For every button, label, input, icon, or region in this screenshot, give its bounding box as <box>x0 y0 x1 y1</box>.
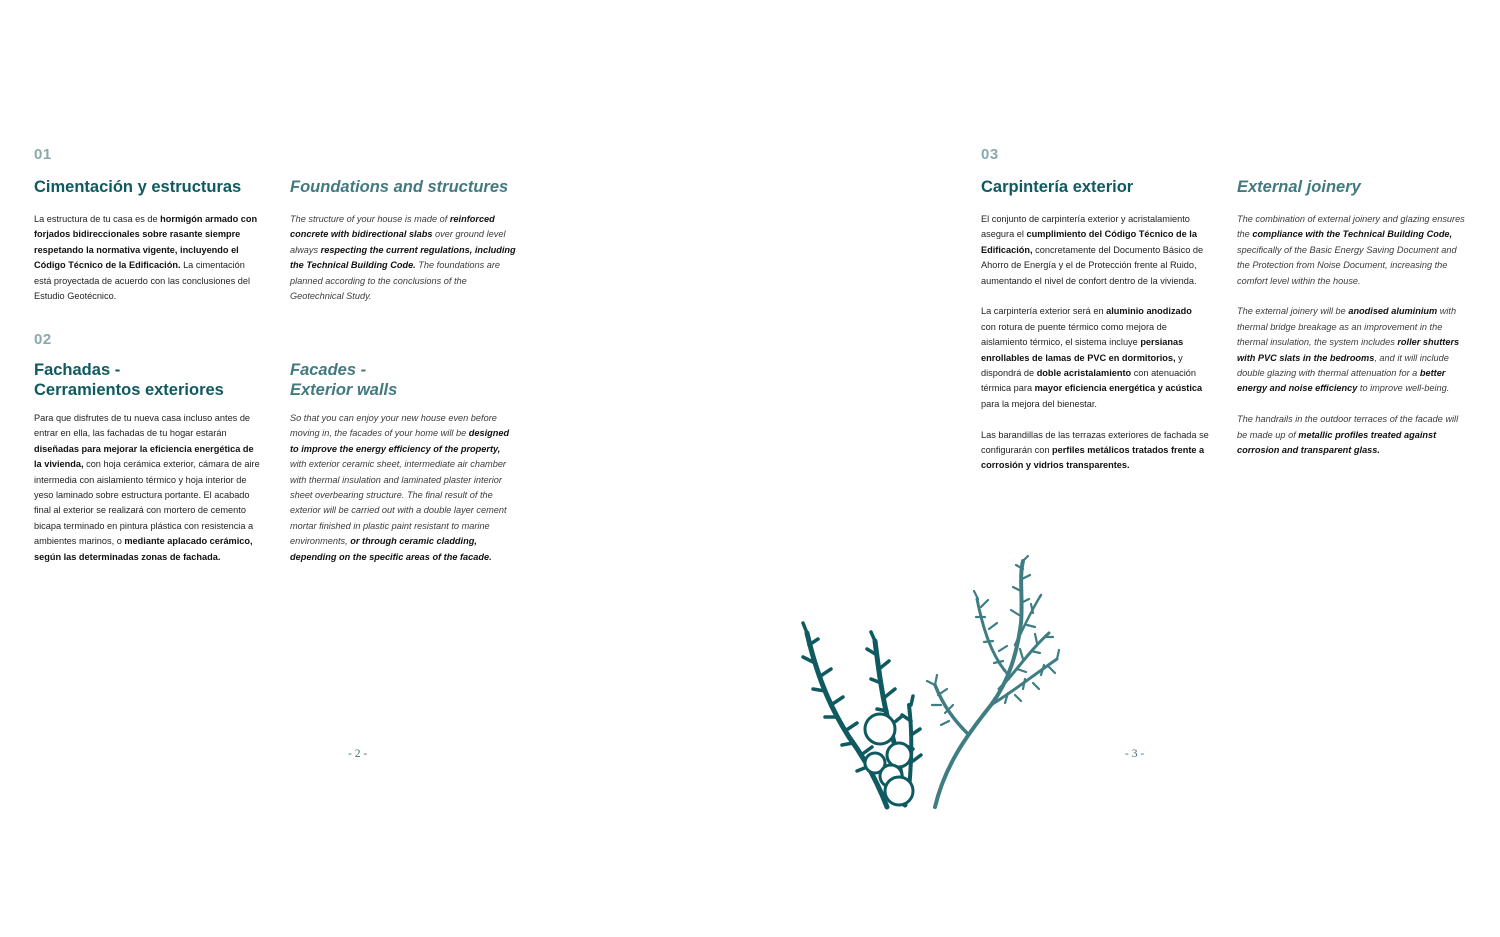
dark-branch <box>803 623 921 807</box>
text-run: The handrails in the outdoor terraces of the facade will be made up of <box>1237 414 1459 440</box>
emphasis-text: mediante aplacado cerámico, según las determinadas zonas de fachada. <box>34 536 253 562</box>
text-run: The combination of external joinery and glazing ensures the <box>1237 214 1465 240</box>
light-branch <box>927 556 1059 807</box>
emphasis-text: perfiles metálicos tratados frente a corrosión y vidrios transparentes. <box>981 445 1205 471</box>
section-title-en <box>290 360 530 400</box>
emphasis-text: aluminio anodizado <box>1106 306 1192 317</box>
title-line: Fachadas - <box>34 361 121 379</box>
text-run: La carpintería exterior será en <box>981 306 1107 317</box>
body-paragraph-en <box>1237 304 1465 396</box>
section-number-03: 03 <box>981 146 999 163</box>
emphasis-text: respecting the current regulations, including the Technical Building Code. <box>290 244 516 271</box>
text-run: La cimentación está proyectada de acuerdo con las conclusiones del Estudio Geotécnico. <box>34 260 251 302</box>
section-title-en: External joinery <box>1237 178 1361 196</box>
text-run: with exterior ceramic sheet, intermediate air chamber with thermal insulation and laminated plaster interior sheet overbearing structure. The final result of the exterior will be carried out with a double layer cement mortar finished in plastic paint resistant to marine environments, <box>290 459 507 547</box>
section-title-es: Cimentación y estructuras <box>34 178 242 196</box>
text-run: con hoja cerámica exterior, cámara de aire intermedia con aislamiento térmico y hoja interior de yeso laminado sobre estructura portante. El acabado final al exterior se realizará con mortero de cemento bicapa terminado en pintura plástica con resistencia a ambientes marinos, o <box>34 459 260 547</box>
text-run: El conjunto de carpintería exterior y acristalamiento asegura el <box>981 214 1190 240</box>
text-run: con atenuación térmica para <box>981 368 1197 394</box>
body-paragraph-es <box>981 212 1209 289</box>
emphasis-text: persianas enrollables de lamas de PVC en dormitorios, <box>981 337 1184 363</box>
emphasis-text: reinforced concrete with bidirectional slabs <box>290 214 495 240</box>
body-paragraph-es <box>981 304 1209 412</box>
text-run: with thermal bridge breakage as an improvement in the thermal insulation, the system includes <box>1237 306 1457 348</box>
body-text-en <box>290 212 518 304</box>
text-run: Las barandillas de las terrazas exteriores de fachada se configurarán con <box>981 429 1209 456</box>
emphasis-text: or through ceramic cladding, depending on the specific areas of the facade. <box>290 536 492 562</box>
text-run: The foundations are planned according to the conclusions of the Geotechnical Study. <box>290 260 501 302</box>
text-run: y dispondrá de <box>981 352 1183 379</box>
emphasis-text: anodised aluminium <box>1348 306 1438 317</box>
text-run: Para que disfrutes de tu nueva casa incluso antes de entrar en ella, las fachadas de tu hogar estarán <box>34 413 251 439</box>
body-es-column <box>981 212 1209 489</box>
text-run: para la mejora del bienestar. <box>981 398 1097 409</box>
title-line: Facades - <box>290 361 367 379</box>
text-run: con rotura de puente térmico como mejora de aislamiento térmico, el sistema incluye <box>981 321 1167 348</box>
text-run: concretamente del Documento Básico de Ahorro de Energía y el de Protección frente al Ruido, aumentando el nivel de confort dentro de la vivienda. <box>981 244 1204 286</box>
body-text-en <box>290 411 518 565</box>
text-run: So that you can enjoy your new house even before moving in, the facades of your home will be <box>290 413 497 439</box>
emphasis-text: hormigón armado con forjados bidireccionales sobre rasante siempre respetando la normativa vigente, incluyendo el Código Técnico de la Edificación. <box>34 214 258 271</box>
emphasis-text: designed to improve the energy efficiency of the property, <box>290 428 510 454</box>
section-title-es: Carpintería exterior <box>981 178 1134 196</box>
emphasis-text: compliance with the Technical Building Code, <box>1252 229 1453 240</box>
emphasis-text: better energy and noise efficiency <box>1237 368 1446 394</box>
body-text-es <box>34 212 260 304</box>
emphasis-text: doble acristalamiento <box>1036 368 1132 379</box>
section-number-02: 02 <box>34 331 52 348</box>
emphasis-text: roller shutters with PVC slats in the bedrooms <box>1237 337 1460 363</box>
title-line: Exterior walls <box>290 381 398 399</box>
page-number: - 3 - <box>1125 748 1145 760</box>
text-run: The structure of your house is made of <box>290 214 450 224</box>
body-paragraph-en <box>1237 212 1465 289</box>
body-paragraph-es <box>981 428 1209 474</box>
text-run: over ground level always <box>290 229 506 255</box>
body-text-es <box>34 411 260 565</box>
emphasis-text: diseñadas para mejorar la eficiencia energética de la vivienda, <box>34 443 254 470</box>
emphasis-text: mayor eficiencia energética y acústica <box>1034 383 1203 394</box>
emphasis-text: metallic profiles treated against corrosion and transparent glass. <box>1237 429 1437 456</box>
botanical-branch-illustration-icon <box>795 555 1065 815</box>
page-number: - 2 - <box>348 748 368 760</box>
text-run: , and it will include double glazing with thermal attenuation for a <box>1237 352 1449 379</box>
emphasis-text: cumplimiento del Código Técnico de la Edificación, <box>981 229 1197 255</box>
section-title-en: Foundations and structures <box>290 178 509 196</box>
title-line: Cerramientos exteriores <box>34 381 224 399</box>
section-number-01: 01 <box>34 146 52 163</box>
text-run: to improve well-being. <box>1357 383 1450 394</box>
body-paragraph-en <box>1237 412 1465 458</box>
body-en-column <box>1237 212 1465 474</box>
text-run: specifically of the Basic Energy Saving Document and the Protection from Noise Document, increasing the comfort level within the house. <box>1237 244 1457 286</box>
text-run: The external joinery will be <box>1237 306 1349 317</box>
section-title-es <box>34 360 274 400</box>
text-run: La estructura de tu casa es de <box>34 214 161 224</box>
